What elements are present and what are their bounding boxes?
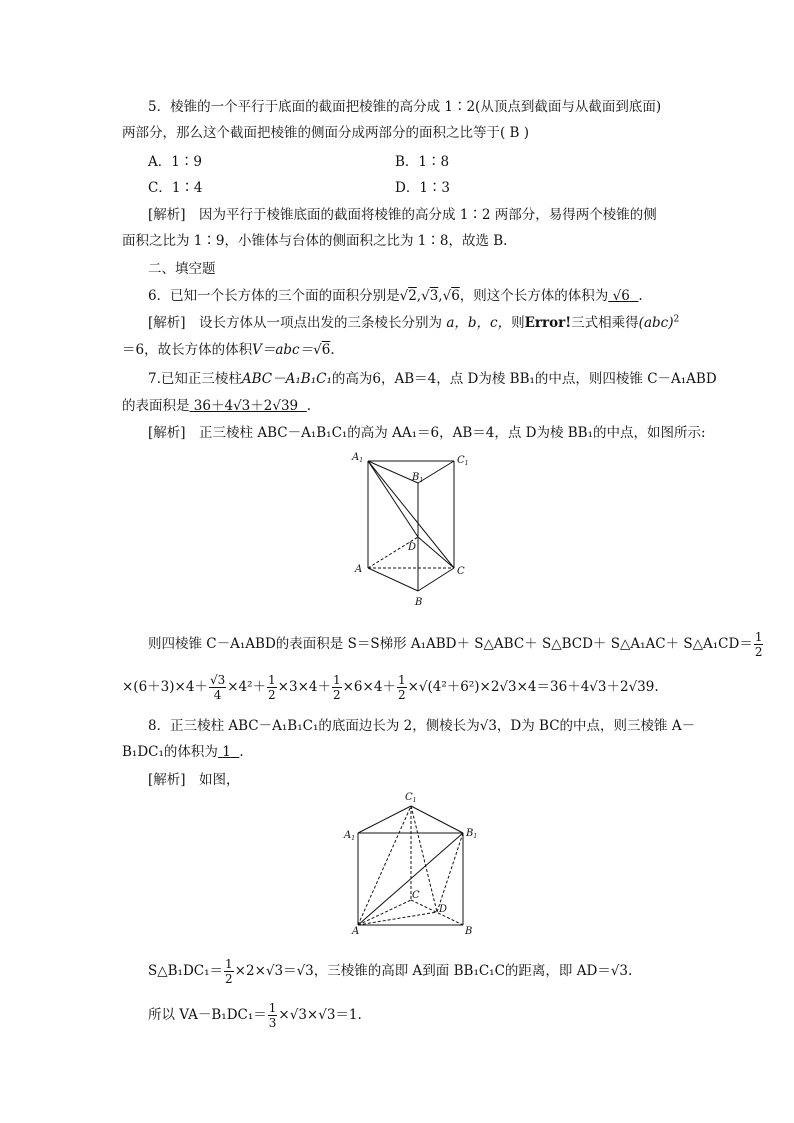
q6-prefix: 6．已知一个长方体的三个面的面积分别是 — [148, 288, 400, 304]
q8-s-prefix: S△B₁DC₁＝ — [148, 963, 224, 979]
q6-abc: a，b，c， — [446, 315, 512, 331]
q6-analysis-line2: ＝6，故长方体的体积V＝abc＝√6. — [122, 342, 335, 358]
q8-line1: 8．正三棱柱 ABC－A₁B₁C₁的底面边长为 2，侧棱长为√3，D为 BC的中点，则三棱锥 A－ — [148, 718, 696, 734]
q7-formula2d: ×6×4＋ — [342, 679, 396, 695]
q7-formula-line2 — [122, 673, 659, 702]
label-a1: $A_1$ — [352, 452, 364, 464]
frac-third: $\frac{1}{3}$ — [268, 1001, 277, 1030]
edge-d-c — [418, 537, 454, 568]
q5-analysis-line1: [解析] 因为平行于棱锥底面的截面将棱锥的高分成 1∶2 两部分，易得两个棱锥的侧 — [148, 207, 657, 223]
edge2-a-c — [358, 900, 411, 925]
q6-line2-a: ＝6，故长方体的体积 — [122, 342, 253, 358]
q7-line1-a: 7.已知正三棱柱 — [148, 371, 242, 387]
q7-formula2c: ×3×4＋ — [277, 679, 331, 695]
sqrt-6b: √6 — [313, 342, 331, 358]
label-c1: $C_1$ — [457, 455, 469, 467]
edge2-c1-b1 — [411, 806, 463, 833]
label-b: B — [415, 597, 423, 608]
q7-prism: ABC－A₁B₁C₁ — [241, 371, 332, 387]
edge-b-c — [418, 568, 454, 591]
q5-option-c: C．1∶4 — [148, 180, 203, 196]
q8-s-text: ×2×√3＝√3，三棱锥的高即 A到面 BB₁C₁C的距离，即 AD＝√3. — [234, 963, 633, 979]
edge-a-b — [368, 568, 418, 591]
q7-line2: 的表面积是 36＋4√3＋2√39 . — [122, 398, 312, 414]
q5-option-b: B．1∶8 — [395, 154, 450, 170]
q8-answer: 1 — [222, 744, 231, 760]
edge2-a-c1 — [358, 806, 411, 925]
sqrt-6: √6 — [442, 288, 460, 304]
q7-formula1: 则四棱锥 C－A₁ABD的表面积是 S＝S梯形 A₁ABD＋ S△ABC＋ S△BCD＋ S△A₁AC＋ S△A₁CD＝ — [148, 636, 753, 652]
section-heading: 二、填空题 — [148, 261, 216, 277]
label-b1: $B_1$ — [412, 472, 424, 484]
label2-b: B — [465, 926, 473, 937]
frac-half-5: $\frac{1}{2}$ — [225, 957, 233, 986]
q7-line1 — [148, 370, 717, 388]
label-d: D — [408, 542, 417, 553]
prism-figure-2 — [340, 788, 485, 938]
q7-answer: 36＋4√3＋2√39 — [193, 398, 299, 414]
frac-half-4: $\frac{1}{2}$ — [397, 673, 406, 702]
q5-option-a: A．1∶9 — [148, 154, 202, 170]
q8-v-line — [148, 1001, 362, 1030]
q8-line2-a: B₁DC₁的体积为 — [122, 744, 218, 760]
prism-figure-1 — [340, 448, 480, 613]
frac-half: $\frac{1}{2}$ — [754, 630, 763, 659]
q8-line2: B₁DC₁的体积为 1 . — [122, 744, 244, 760]
q5-line2: 两部分，那么这个截面把棱锥的侧面分成两部分的面积之比等于( B ) — [122, 125, 530, 141]
edge2-a1-c1 — [358, 806, 411, 833]
q7-formula2: ×(6＋3)×4＋ — [122, 679, 208, 695]
q7-formula2b: ×4²＋ — [227, 679, 267, 695]
q6-line2-b: V＝abc＝ — [252, 342, 314, 358]
q7-formula-line1 — [148, 630, 764, 659]
q5-line1: 5．棱锥的一个平行于底面的截面把棱锥的高分成 1∶2(从顶点到截面与从截面到底面) — [148, 99, 662, 115]
q6-line1: 6．已知一个长方体的三个面的面积分别是√2,√3,√6，则这个长方体的体积为 √6 . — [148, 288, 643, 304]
q7-analysis: [解析] 正三棱柱 ABC－A₁B₁C₁的高为 AA₁＝6，AB＝4，点 D为棱 BB₁的中点，如图所示: — [148, 425, 706, 441]
label-c: C — [457, 566, 465, 577]
label2-d: D — [439, 904, 448, 915]
q6-answer: √6 — [608, 288, 630, 304]
q7-line1-b: 的高为6，AB＝4，点 D为棱 BB₁的中点，则四棱锥 C－A₁ABD — [331, 371, 717, 387]
q7-line2-a: 的表面积是 — [122, 398, 190, 414]
edge2-a-d — [358, 912, 437, 925]
edge-b1-c1 — [418, 461, 454, 483]
label2-a1: $A_1$ — [344, 830, 356, 842]
frac-half-2: $\frac{1}{2}$ — [268, 673, 276, 702]
sqrt-2: √2 — [399, 288, 417, 304]
q6-middle: ，则这个长方体的体积为 — [459, 288, 609, 304]
q6-after-error: 三式相乘得 — [571, 315, 639, 331]
label-a: A — [355, 564, 363, 575]
q8-analysis: [解析] 如图， — [148, 772, 240, 788]
label2-c1: $C_1$ — [405, 792, 417, 804]
q6-then: 则 — [511, 315, 525, 331]
q8-v-suffix: ×√3×√3＝1. — [278, 1007, 362, 1023]
label2-c: C — [412, 890, 420, 901]
edge2-c-b — [411, 900, 463, 925]
q5-analysis-line2: 面积之比为 1∶9，小锥体与台体的侧面积之比为 1∶8，故选 B. — [122, 233, 508, 249]
q6-abc2: (abc) — [638, 315, 674, 331]
frac-r3-4: $\frac{√3}{4}$ — [209, 673, 226, 702]
q5-option-d: D．1∶3 — [395, 180, 451, 196]
label2-a: A — [352, 926, 360, 937]
q8-s-line — [148, 957, 632, 986]
sqrt-3: √3 — [421, 288, 439, 304]
q6-analysis-line1: [解析] 设长方体从一项点出发的三条棱长分别为 a，b，c，则Error!三式相乘得(abc)$^2$ — [148, 314, 680, 331]
q7-formula2e: ×√(4²＋6²)×2√3×4＝36＋4√3＋2√39. — [407, 679, 659, 695]
label2-b1: $B_1$ — [466, 828, 478, 840]
q8-v-prefix: 所以 VA－B₁DC₁＝ — [148, 1007, 267, 1023]
frac-half-3: $\frac{1}{2}$ — [332, 673, 341, 702]
q6-analysis-text: [解析] 设长方体从一项点出发的三条棱长分别为 — [148, 315, 443, 331]
q6-error: Error! — [524, 315, 572, 331]
